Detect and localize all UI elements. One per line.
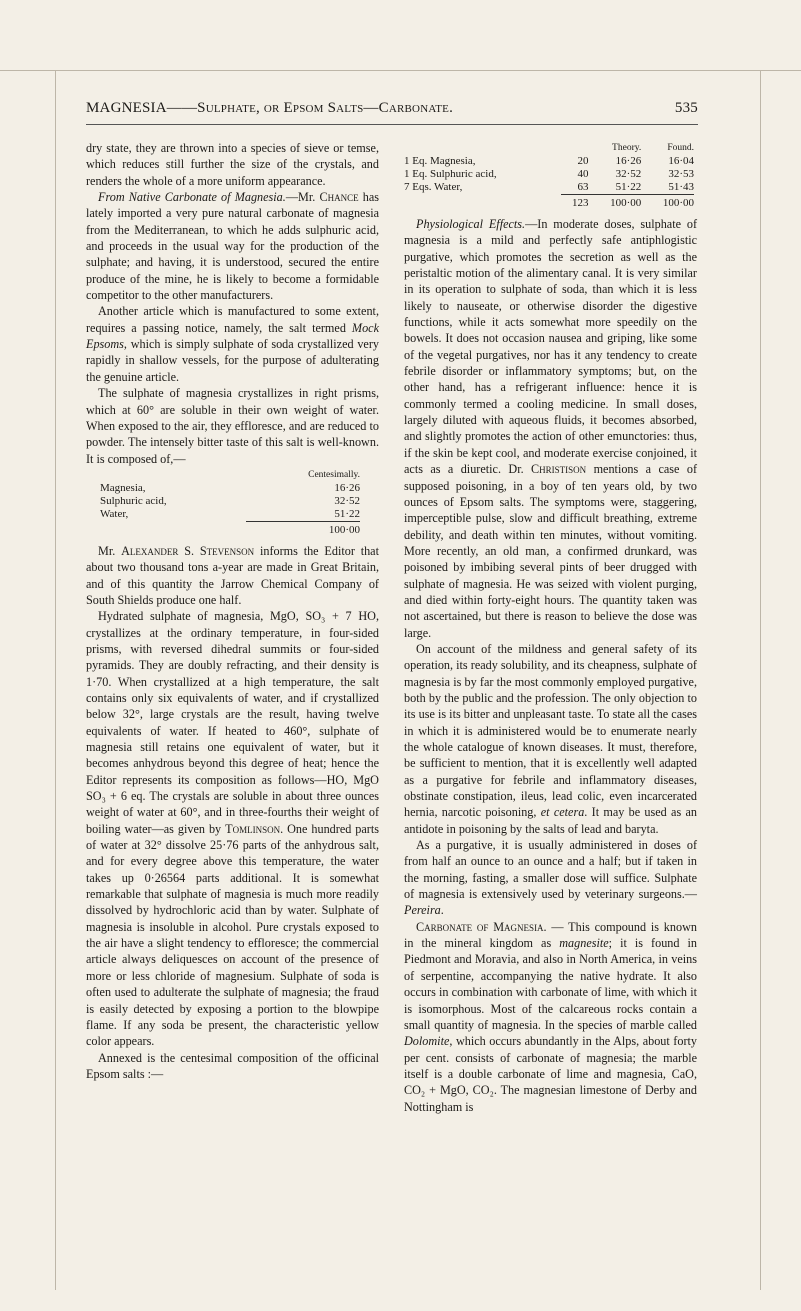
left-column [86, 140, 379, 1082]
table-caption: Centesimally. [308, 469, 360, 480]
section-heading: Carbonate of Magnesia. [416, 919, 547, 934]
table-row: 1 Eq. Sulphuric acid, 40 32·52 32·53 [404, 168, 694, 180]
paragraph: Another article which is manufactured to some extent, requires a passing notice, namely, the salt termed Mock Epsoms, which is simply sulphate of soda crystallized very rapidly in shallow vessels, for the purpose of adulterating the genuine article. [86, 304, 379, 384]
paragraph: The sulphate of magnesia crystallizes in right prisms, which at 60° are soluble in their own weight of water. When exposed to the air, they effloresce, and are reduced to powder. The intensely bitter taste of this salt is well-known. It is composed of,— [86, 386, 379, 466]
running-title: MAGNESIA——Sulphate, or Epsom Salts—Carbonate. [86, 100, 454, 116]
paragraph: dry state, they are thrown into a species of sieve or temse, which reduces still further the size of the crystals, and renders the whole of a more uniform appearance. [86, 141, 379, 188]
page-number: 535 [674, 100, 698, 116]
composition-table [100, 469, 360, 537]
running-header [86, 100, 698, 117]
table-total-row: 100·00 [100, 521, 360, 537]
paragraph: Physiological Effects.—In moderate doses, sulphate of magnesia is a mild and perfectly safe antiphlogistic purgative, which promotes the secretion as well as the peristaltic motion of the alimentary canal. It is very similar in its operation to sulphate of soda, than which it is less likely to nauseate, or otherwise disorder the digestive functions, while it acts somewhat more speedily on the bowels. It does not occasion nausea and griping, like some of the vegetal purgatives, nor has it any tendency to create febrile disorder or inflammatory symptoms; but, on the other hand, has a refrigerant influence: hence it is commonly termed a cooling medicine. In small doses, largely diluted with aqueous fluids, it becomes absorbed, and slightly promotes the action of other emunctories: thus, if the skin be kept cool, and moderate exercise conjoined, it acts as a diuretic. Dr. Christison mentions a case of supposed poisoning, in a boy of ten years old, by two ounces of Epsom salts. The symptoms were, staggering, imperceptible pulse, slow and difficult breathing, extreme debility, and death within ten minutes, without vomiting. More recently, an old man, a confirmed drunkard, was poisoned by imbibing several pints of beer drugged with sulphate of magnesia. He was seized with violent purging, and died within forty-eight hours. The quantity taken was not ascertained, but there is reason to believe the dose was large. [404, 217, 698, 640]
paragraph: Annexed is the centesimal composition of the officinal Epsom salts :— [86, 1050, 379, 1081]
section-heading: Physiological Effects. [416, 217, 526, 231]
header-rule [86, 124, 698, 125]
page [86, 100, 698, 1280]
scan-edge-top [0, 70, 801, 71]
person-name: Alexander S. Stevenson [121, 543, 255, 558]
table-row: Water, 51·22 [100, 507, 360, 521]
scan-edge-right [760, 70, 761, 1290]
table-row: 1 Eq. Magnesia, 20 16·26 16·04 [404, 155, 694, 167]
table-row: 7 Eqs. Water, 63 51·22 51·43 [404, 181, 694, 194]
composition-table-theory-found [404, 142, 694, 210]
section-heading: From Native Carbonate of Magnesia. [98, 190, 286, 205]
column-head-theory: Theory. [612, 143, 642, 153]
column-head-found: Found. [667, 143, 694, 153]
paragraph: Hydrated sulphate of magnesia, MgO, SO₃ + 7 HO, crystallizes at the ordinary temperature, in four-sided prisms, with reversed dihedral summits or four-sided pyramids. They are doubly refracting, and their density is 1·70. When crystallized at a high temperature, the salt contains only six equivalents of water, and if crystallized below 32°, large crystals are the result, having twelve equivalents of water. If heated to 460°, sulphate of magnesia still retains one equivalent of water, but it becomes anhydrous beyond this degree of heat; hence the Editor represents its composition as follows—HO, MgO SO₃ + 6 eq. The crystals are soluble in about three ounces weight of water at 60°, and in three-fourths their weight of boiling water—as given by Tomlinson. One hundred parts of water at 32° dissolve 25·76 parts of the anhydrous salt, and for every degree above this temperature, the water takes up 0·26564 parts additional. It is somewhat remarkable that sulphate of magnesia is much more readily dissolved by hydrochloric acid than by water. Sulphate of magnesia is insoluble in alcohol. Pure crystals exposed to the air have a slight tendency to effloresce; the commercial article always deliquesces on account of the presence of more or less chloride of magnesium. Sulphate of soda is often used to adulterate the sulphate of magnesia; the fraud is easily detected by exposing a portion to the blowpipe flame. If any soda be present, the characteristic yellow color appears. [86, 609, 379, 1049]
person-name: Christison [531, 462, 587, 477]
paragraph: On account of the mildness and general safety of its operation, its ready solubility, and its cheapness, sulphate of magnesia is by far the most commonly employed purgative, both by the public and the profession. The only objection to its use is its bitter and unpleasant taste. To state all the cases in which it is administered would be to enumerate nearly the whole catalogue of known diseases. It must, therefore, be sufficient to mention, that it is excellently well adapted as a purgative for febrile and inflammatory diseases, obstinate constipation, ileus, lead colic, even incarcerated hernia, narcotic poisoning, et cetera. It may be used as an antidote in poisoning by the salts of lead and baryta. [404, 641, 698, 836]
person-name: Tomlinson [225, 821, 281, 836]
paragraph: As a purgative, it is usually administered in doses of from half an ounce to an ounce and a half; but if taken in the morning, fasting, a smaller dose will suffice. Sulphate of magnesia is extensively used by veterinary surgeons.—Pereira. [404, 838, 697, 918]
table-row: Magnesia, 16·26 [100, 481, 360, 494]
right-column [404, 140, 697, 1115]
paragraph: From Native Carbonate of Magnesia.—Mr. Chance has lately imported a very pure natural carbonate of magnesia from the Mediterranean, to which he adds sulphuric acid, and proceeds in the usual way for the production of the sulphate; and having, it is understood, secured the entire produce of the mine, he is likely to become a formidable competitor to the other manufacturers. [86, 190, 379, 303]
paragraph: Mr. Alexander S. Stevenson informs the Editor that about two thousand tons a-year are made in Great Britain, and of this quantity the Jarrow Chemical Company of South Shields produce one half. [86, 543, 379, 607]
person-name: Chance [319, 190, 359, 205]
table-row: Sulphuric acid, 32·52 [100, 494, 360, 507]
table-total-row: 123 100·00 100·00 [404, 195, 694, 211]
paragraph: Carbonate of Magnesia. — This compound is known in the mineral kingdom as magnesite; it is found in Piedmont and Moravia, and also in North America, in veins of serpentine, accompanying the native hydrate. It also occurs in combination with carbonate of lime, with which it is isomorphous. Most of the calcareous rocks contain a small quantity of magnesia. In the species of marble called Dolomite, which occurs abundantly in the Alps, about forty per cent. consists of carbonate of magnesia; the marble itself is a double carbonate of lime and magnesia, CaO, CO₂ + MgO, CO₂. The magnesian limestone of Derby and Nottingham is [404, 919, 697, 1114]
scan-edge-left [55, 70, 56, 1290]
